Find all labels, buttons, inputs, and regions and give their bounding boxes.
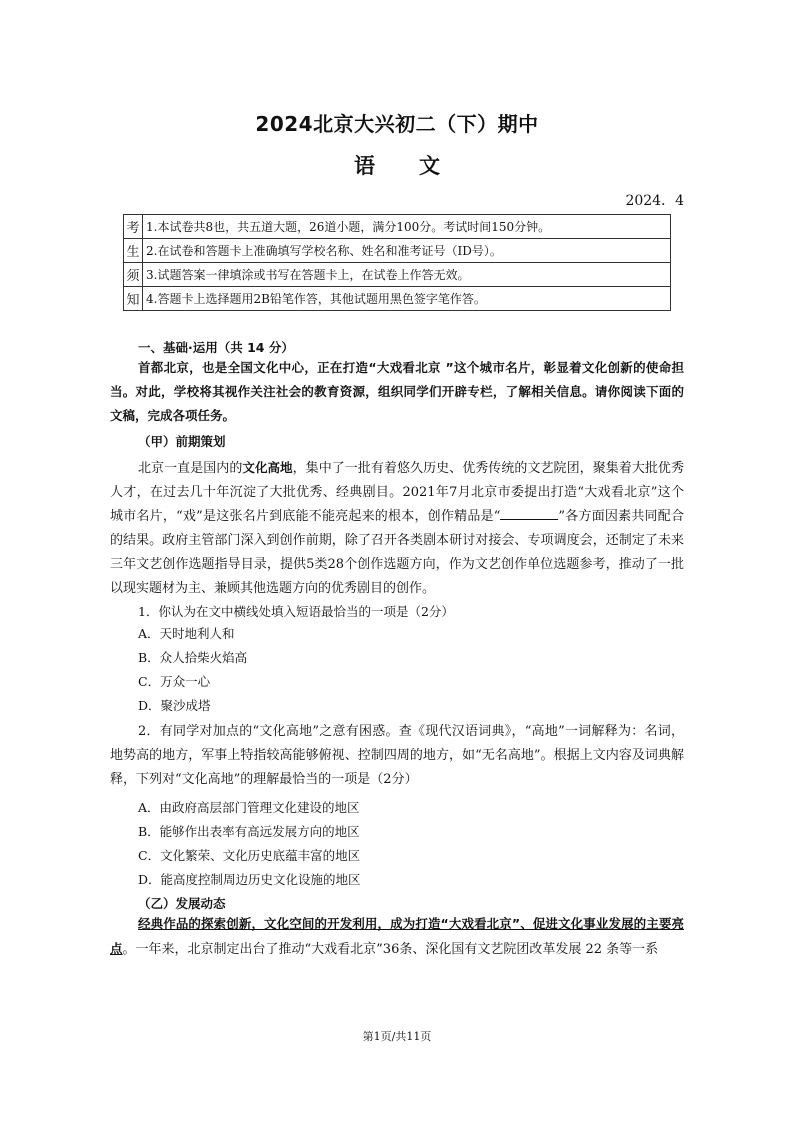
subject-title: 语文: [354, 154, 484, 178]
passage-text: ，集中了一批有着悠久历史、优秀传统的文艺院团，聚集着大批优秀人才，在过去几十年沉淀了大批优秀、经典剧目。2021年7月北京市委提出打造“大戏看北京”这个城市名片，“戏”是这张名片到底能不能亮起来的根本，创作精品是“: [110, 461, 684, 524]
section-heading: 一、基础·运用（共 14 分）: [138, 340, 294, 355]
notice-label: 生: [124, 239, 143, 263]
passage-text: ”各方面因素共同配合的结果。政府主管部门深入到创作前期，除了召开各类剧本研讨对接会、专项调度会，还制定了未来三年文艺创作选题指导目录，提供5类28个创作选题方向，作为文艺创作单位选题参考，推动了一批以现实题材为主、兼顾其他选题方向的优秀剧目的创作。: [110, 509, 684, 596]
notice-label: 考: [124, 215, 143, 239]
dotted-term: 文化高地: [242, 460, 293, 475]
notice-text: 2.在试卷和答题卡上准确填写学校名称、姓名和准考证号（ID号）。: [143, 239, 671, 263]
exam-date: 2024．4: [625, 193, 684, 209]
notice-row: [124, 263, 671, 287]
q1-option-d: D．聚沙成塔: [138, 698, 211, 713]
page-footer: 第1页/共11页: [362, 1030, 432, 1043]
notice-label: 须: [124, 263, 143, 287]
q2-option-b: B．能够作出表率有高远发展方向的地区: [138, 824, 360, 839]
notice-row: [124, 215, 671, 239]
part-b-heading: （乙）发展动态: [138, 896, 226, 911]
page-title: 2024北京大兴初二（下）期中: [255, 112, 539, 136]
part-a-passage: [110, 456, 684, 601]
q1-option-a: A．天时地利人和: [138, 626, 235, 641]
exam-notice-table: [123, 214, 671, 311]
notice-text: 4.答题卡上选择题用2B铅笔作答，其他试题用黑色签字笔作答。: [143, 287, 671, 311]
q1-option-c: C．万众一心: [138, 674, 211, 689]
passage-text: 。一年来，北京制定出台了推动“大戏看北京”36条、深化国有文艺院团改革发展 22 条等一系: [122, 942, 659, 957]
question-2-stem: 2．有同学对加点的“文化高地”之意有困惑。查《现代汉语词典》，“高地”一词解释为：名词，地势高的地方，军事上特指较高能够俯视、控制四周的地方，如“无名高地”。根据上文内容及词典解释，下列对“文化高地”的理解最恰当的一项是（2分）: [110, 724, 684, 787]
q2-option-a: A．由政府高层部门管理文化建设的地区: [138, 800, 360, 815]
fill-blank: [500, 507, 558, 520]
notice-text: 1.本试卷共8也，共五道大题，26道小题，满分100分。考试时间150分钟。: [143, 215, 671, 239]
underlined-sentence: 经典作品的探索创新，文化空间的开发利用，成为打造“大戏看北京”、促进文化事业发展的主要亮点: [110, 916, 684, 956]
q1-option-b: B．众人拾柴火焰高: [138, 650, 248, 665]
notice-row: [124, 239, 671, 263]
q2-option-d: D．能高度控制周边历史文化设施的地区: [138, 872, 361, 887]
q2-option-c: C．文化繁荣、文化历史底蕴丰富的地区: [138, 848, 361, 863]
notice-row: [124, 287, 671, 311]
part-a-heading: （甲）前期策划: [138, 434, 226, 449]
question-1-stem: 1．你认为在文中横线处填入短语最恰当的一项是（2分）: [138, 604, 454, 619]
notice-text: 3.试题答案一律填涂或书写在答题卡上，在试卷上作答无效。: [143, 263, 671, 287]
passage-text: 北京一直是国内的: [138, 461, 243, 476]
section-intro: 首都北京，也是全国文化中心，正在打造“大戏看北京 ”这个城市名片，彰显着文化创新的使命担当。对此，学校将其视作关注社会的教育资源，组织同学们开辟专栏，了解相关信息。请你阅读下面的文稿，完成各项任务。: [110, 360, 684, 423]
notice-label: 知: [124, 287, 143, 311]
part-b-passage: [110, 912, 684, 962]
